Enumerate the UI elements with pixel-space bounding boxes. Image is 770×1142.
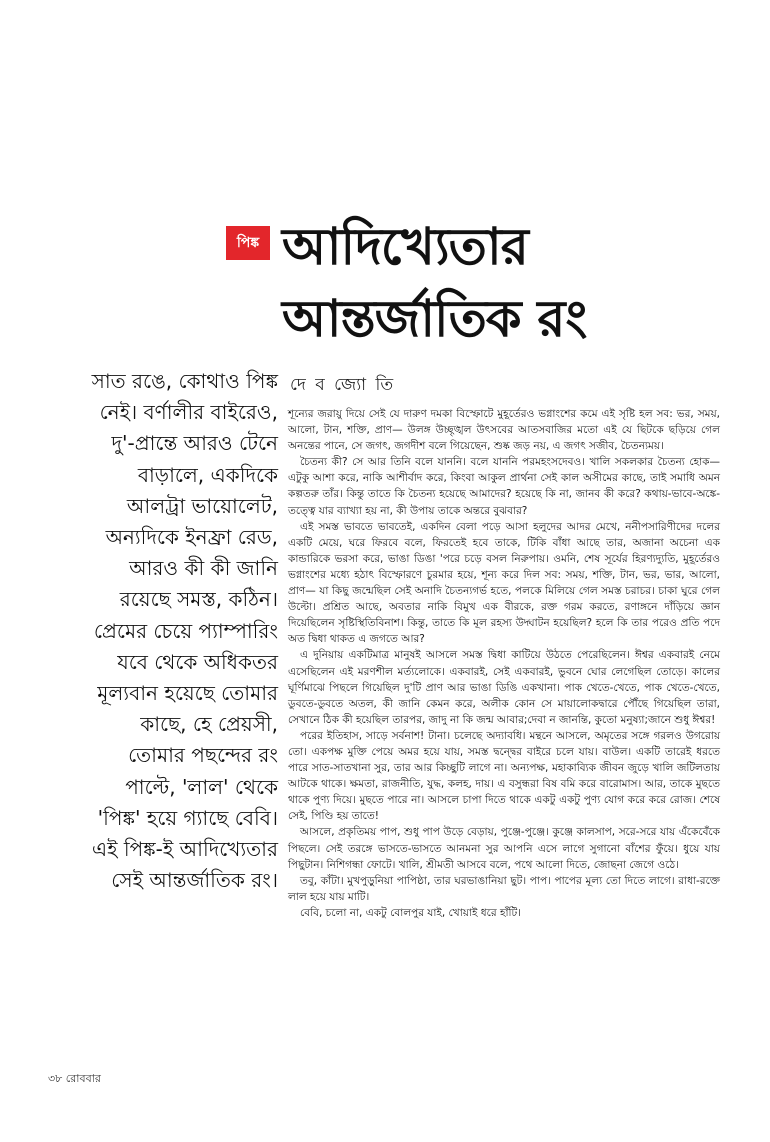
pull-quote-line: কাছে, হে প্রেয়সী,: [140, 712, 278, 737]
paragraph: এ দুনিয়ায় একটিমাত্র মানুষই আসলে সমস্ত দ্বিধা কাটিয়ে উঠতে পেরেছিলেন। ঈশ্বর একবারই নেমে এসেছিলেন এই মরণশীল মর্ত্যলোকে। একবারই, সেই একবারই, ভুবনে ঘোর লেগেছিল তোড়ে। কালের ঘূর্ণিমাঝে পিছলে গিয়েছিল দু'টি প্রাণ আর ভাঙা ডিঙি একখানা। পাক খেতে-খেতে, পাক খেতে-খেতে, ডুবতে-ডুবতে অতল, কী জানি কেমন করে, অলীক কোন সে মায়ালোকদ্বারে পৌঁছে গিয়েছিল তারা, সেখানে ঠিক কী হয়েছিল তারপর, জাদু না কি জন্ম আবার;দেবা ন জানন্তি, কুতো মনুষ্যা;জানে শুধু ঈশ্বর!: [288, 649, 720, 726]
pull-quote-line: দু'-প্রান্তে আরও টেনে: [111, 431, 278, 456]
pull-quote-line: সাত রঙে, কোথাও পিঙ্ক: [91, 369, 278, 393]
paragraph: এই সমস্ত ভাবতে ভাবতেই, একদিন বেলা পড়ে আসা হলুদের আদর মেখে, ননীপসারিণীদের দলের একটি মেয়ে, ঘরে ফিরবে বলে, ফিরতেই হবে তাকে, টিকি বাঁধা আছে তার, অজানা অচেনা এক কান্ডারিকে ভরসা করে, ভাঙা ডিঙা 'পরে চড়ে বসল নিরুপায়। ওমনি, শেষ সূর্যের হিরণ্যদ্যুতি, মুহূর্তেরও ভগ্নাংশের মধ্যে হঠাৎ বিস্ফোরণে চুরমার হয়ে, শূন্য করে দিল সব: সময়, শক্তি, টান, ভর, ভার, আলো, প্রাণ— যা কিছু জন্মেছিল সেই অনাদি চৈতন্যগর্ভ হতে, পলকে মিলিয়ে গেল সমস্ত চরাচর। চাকা ঘুরে গেল উল্টো। প্রশ্রিত আছে, অবতার নাকি বিমুখ এক বীরকে, রক্ত গরম করতে, রণাঙ্গনে দাঁড়িয়ে জ্ঞান দিয়েছিলেন সৃষ্টিস্থিতিবিনাশ। কিন্তু, তাতে কি মূল রহস্য উদ্ঘাটন হয়েছিল? হলে কি তার পরেও প্রতি পদে অত দ্বিধা থাকত এ জগতে আর?: [288, 520, 720, 646]
pull-quote-line: রয়েছে সমস্ত, কঠিন।: [119, 587, 278, 612]
byline: দে ব জ্যো তি: [290, 375, 396, 395]
pull-quote-line: আলট্রা ভায়োলেট,: [126, 493, 278, 518]
paragraph: পরের ইতিহাস, সাড়ে সর্বনাশ! টানা। চলেছে অদ্যাবধি। মন্থনে আসলে, অমৃতের সঙ্গে গরলও উগরোয় তো। একপক্ষ মুক্তি পেয়ে অমর হয়ে যায়, সমস্ত দ্বন্দ্বের বাইরে চলে যায়। বাউল। একটি তারেই ধরতে পারে সাত-সাতখানা সুর, তার আর কিচ্ছুটি লাগে না। অন্যপক্ষ, মহাকাব্যিক জীবন জুড়ে খালি জটিলতায় আটকে থাকে। ক্ষমতা, রাজনীতি, যুদ্ধ, কলহ, দায়। এ বসুন্ধরা বিষ বমি করে বারোমাস। আর, তাকে মুছতে থাকে পুণ্য দিয়ে। মুছতে পারে না। আসলে চাপা দিতে থাকে একটু একটু পুণ্য যোগ করে করে রোজ। শেষে সেই, পিণ্ডি হয় তাতে!: [288, 729, 720, 823]
paragraph: চৈতন্য কী? সে আর তিনি বলে যাননি। বলে যাননি পরমহংসদেবও। খালি সকলকার চৈতন্য হোক— এটুকু আশা করে, নাকি আশীর্বাদ করে, কিংবা আকুল প্রার্থনা সেই কাল অসীমের কাছে, তাই সমাধি অমন কল্পতরু তাঁর। কিন্তু তাতে কি চৈতন্য হয়েছে আমাদের? হয়েছে কি না, জানব কী করে? কথায়-ভাবে-অঙ্কে-তত্ত্বে যার ব্যাখ্যা হয় না, কী উপায় তাকে অন্তরে বুঝবার?: [288, 456, 720, 517]
pull-quote-line: পাল্টে, 'লাল' থেকে: [125, 774, 278, 799]
pull-quote-line: 'পিঙ্ক' হয়ে গ্যাছে বেবি।: [97, 805, 278, 830]
paragraph: বেবি, চলো না, একটু বোলপুর যাই, খোয়াই ধরে হাঁটি।: [300, 906, 522, 919]
pull-quote: [70, 366, 278, 896]
paragraph: শূন্যের জরায়ু দিয়ে সেই যে দারুণ দমকা বিস্ফোটে মুহূর্তেরও ভগ্নাংশের কমে এই সৃষ্টি হল সব: ভর, সময়, আলো, টান, শক্তি, প্রাণ— উলঙ্গ উচ্ছৃঙ্খল উৎসবের আতসবাজির মতো এই যে ছিটকে ছড়িয়ে গেল অনন্তের পানে, সে জগৎ, জগদীশ বলে গিয়েছেন, শুষ্ক জড় নয়, এ জগৎ সজীব, চৈতন্যময়।: [288, 408, 720, 453]
pull-quote-line: তোমার পছন্দের রং: [128, 743, 278, 768]
article-body: [288, 406, 720, 921]
page-footer: ৩৮ রোববার: [48, 1072, 101, 1085]
pull-quote-line: সেই আন্তর্জাতিক রং।: [111, 868, 278, 893]
pull-quote-line: আরও কী কী জানি: [129, 556, 278, 581]
headline-line-1: আদিখ্যেতার: [282, 218, 528, 277]
pull-quote-line: বাড়ালে, একদিকে: [137, 462, 278, 487]
section-tag: পিঙ্ক: [226, 226, 270, 260]
paragraph: তবু, কাঁটা। মুখপুড়ুনিয়া পাপিষ্ঠা, তার ঘরভাঙানিয়া ছুট। পাপ। পাপের মূল্য তো দিতে লাগে। রাধা-রক্তে লাল হয়ে যায় মাটি।: [288, 874, 720, 903]
pull-quote-line: নেই। বর্ণালীর বাইরেও,: [99, 400, 278, 425]
pull-quote-line: প্রেমের চেয়ে প্যাম্পারিং: [93, 618, 278, 643]
paragraph: আসলে, প্রকৃতিময় পাপ, শুধু পাপ উড়ে বেড়ায়, পুঞ্জে-পুঞ্জে। কুঞ্জে কালসাপ, সরে-সরে যায় এঁকেবেঁকে পিছলে। সেই তরঙ্গে ভাসতে-ভাসতে আনমনা সুর আপনি এসে লাগে সুগানো বাঁশের ফুঁয়ে। ধুয়ে যায় পিছুটান। নিশিগন্ধা ফোটে। খালি, শ্রীমতী আসবে বলে, পথে আলো দিতে, জোছনা জেগে ওঠে।: [288, 826, 720, 871]
pull-quote-line: এই পিঙ্ক-ই আদিখ্যেতার: [91, 837, 278, 862]
pull-quote-line: যবে থেকে অধিকতর: [117, 649, 278, 674]
pull-quote-line: অন্যদিকে ইনফ্রা রেড,: [105, 525, 278, 550]
pull-quote-line: মূল্যবান হয়েছে তোমার: [97, 681, 278, 706]
headline-line-2: আন্তর্জাতিক রং: [282, 290, 587, 349]
headline: [282, 212, 752, 356]
